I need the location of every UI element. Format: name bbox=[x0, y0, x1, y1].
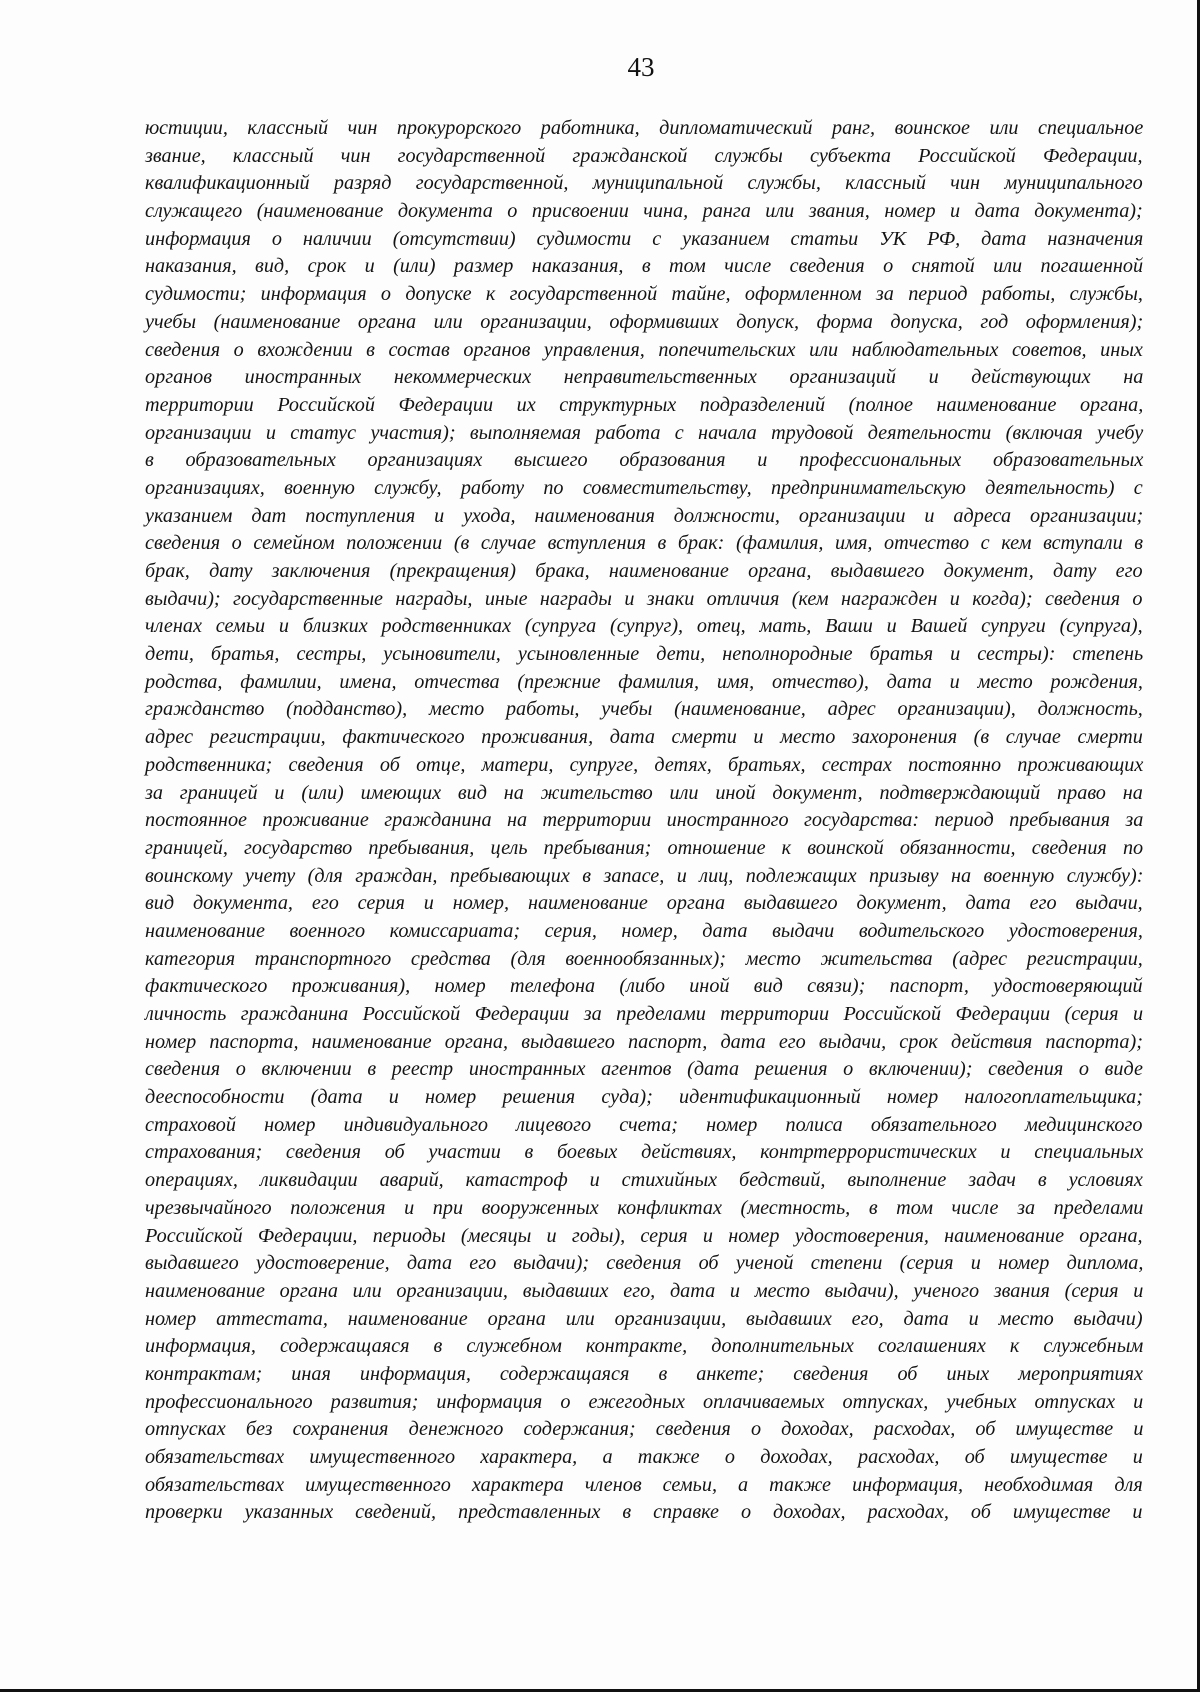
body-text bbox=[145, 115, 1143, 1527]
text-line: информация, содержащаяся в служебном контракте, дополнительных соглашениях к служебным bbox=[145, 1335, 1144, 1358]
text-line: родственника; сведения об отце, матери, супруге, детях, братьях, сестрах постоянно проживающих bbox=[145, 753, 1144, 776]
text-line: контрактам; иная информация, содержащаяся в анкете; сведения об иных мероприятиях bbox=[145, 1362, 1143, 1385]
text-line: информация о наличии (отсутствии) судимости с указанием статьи УК РФ, дата назначения bbox=[145, 227, 1144, 250]
text-line: родства, фамилии, имена, отчества (прежние фамилия, имя, отчество), дата и место рождения, bbox=[145, 670, 1143, 693]
text-line: организациях, военную службу, работу по совместительству, предпринимательскую деятельность) с bbox=[145, 476, 1143, 499]
text-line: постоянное проживание гражданина на территории иностранного государства: период пребывания за bbox=[145, 809, 1144, 832]
text-line: операциях, ликвидации аварий, катастроф и стихийных бедствий, выполнение задач в условиях bbox=[145, 1169, 1143, 1192]
text-line: обязательствах имущественного характера, а также о доходах, расходах, об имуществе и bbox=[145, 1446, 1143, 1468]
text-line: категория транспортного средства (для военнообязанных); место жительства (адрес регистрации, bbox=[145, 947, 1143, 970]
text-line: адрес регистрации, фактического проживания, дата смерти и место захоронения (в случае смерти bbox=[145, 726, 1143, 749]
text-line: наказания, вид, срок и (или) размер наказания, в том числе сведения о снятой или погашенной bbox=[145, 255, 1144, 278]
text-line: проверки указанных сведений, представленных в справке о доходах, расходах, об имуществе и bbox=[145, 1501, 1143, 1524]
text-line: учебы (наименование органа или организации, оформивших допуск, форма допуска, год оформления); bbox=[145, 310, 1144, 333]
text-line: гражданство (подданство), место работы, учебы (наименование, адрес организации), должность, bbox=[145, 698, 1143, 721]
text-line: сведения о семейном положении (в случае вступления в брак: (фамилия, имя, отчество с кем вступали в bbox=[145, 532, 1144, 555]
text-line: брак, дату заключения (прекращения) брака, наименование органа, выдавшего документ, дату его bbox=[145, 560, 1143, 582]
text-line: личность гражданина Российской Федерации за пределами территории Российской Федерации (серия и bbox=[145, 1003, 1144, 1025]
text-line: звание, классный чин государственной гражданской службы субъекта Российской Федерации, bbox=[145, 144, 1143, 167]
text-line: Российской Федерации, периоды (месяцы и годы), серия и номер удостоверения, наименование органа, bbox=[145, 1224, 1143, 1247]
text-line: наименование военного комиссариата; серия, номер, дата выдачи водительского удостоверения, bbox=[145, 919, 1143, 942]
text-line: выдачи); государственные награды, иные награды и знаки отличия (кем награжден и когда); сведения о bbox=[145, 587, 1143, 610]
text-line: границей, государство пребывания, цель пребывания; отношение к воинской обязанности, сведения по bbox=[145, 836, 1144, 859]
text-line: профессионального развития; информация о ежегодных оплачиваемых отпусках, учебных отпусках и bbox=[145, 1390, 1144, 1413]
text-line: судимости; информация о допуске к государственной тайне, оформленном за период работы, службы, bbox=[145, 283, 1143, 306]
text-line: страховой номер индивидуального лицевого счета; номер полиса обязательного медицинского bbox=[145, 1113, 1143, 1136]
text-line: номер паспорта, наименование органа, выдавшего паспорт, дата его выдачи, срок действия паспорта); bbox=[145, 1030, 1143, 1053]
text-line: воинскому учету (для граждан, пребывающих в запасе, и лиц, подлежащих призыву на военную службу): bbox=[145, 864, 1144, 887]
text-line: за границей и (или) имеющих вид на жительство или иной документ, подтверждающий право на bbox=[145, 781, 1143, 804]
text-line: номер аттестата, наименование органа или организации, выдавших его, дата и место выдачи) bbox=[145, 1307, 1143, 1330]
text-line: органов иностранных некоммерческих неправительственных организаций и действующих на bbox=[145, 366, 1144, 389]
text-line: квалификационный разряд государственной, муниципальной службы, классный чин муниципального bbox=[145, 172, 1143, 195]
text-line: территории Российской Федерации их структурных подразделений (полное наименование органа, bbox=[145, 393, 1144, 416]
page-number: 43 bbox=[627, 52, 655, 82]
text-line: служащего (наименование документа о присвоении чина, ранга или звания, номер и дата документа); bbox=[145, 200, 1143, 223]
text-line: страхования; сведения об участии в боевых действиях, контртеррористических и специальных bbox=[145, 1141, 1144, 1164]
text-line: вид документа, его серия и номер, наименование органа выдавшего документ, дата его выдачи, bbox=[145, 892, 1143, 915]
text-line: дети, братья, сестры, усыновители, усыновленные дети, неполнородные братья и сестры): степень bbox=[145, 643, 1144, 666]
text-line: дееспособности (дата и номер решения суда); идентификационный номер налогоплательщика; bbox=[145, 1086, 1143, 1109]
text-line: в образовательных организациях высшего образования и профессиональных образовательных bbox=[145, 449, 1144, 472]
text-line: сведения о вхождении в состав органов управления, попечительских или наблюдательных советов, иных bbox=[145, 338, 1143, 361]
text-line: указанием дат поступления и ухода, наименования должности, организации и адреса организации; bbox=[145, 504, 1144, 527]
text-line: членах семьи и близких родственниках (супруга (супруг), отец, мать, Ваши и Вашей супруги (супруга), bbox=[145, 615, 1143, 638]
text-line: фактического проживания), номер телефона (либо иной вид связи); паспорт, удостоверяющий bbox=[145, 975, 1143, 998]
text-line: юстиции, классный чин прокурорского работника, дипломатический ранг, воинское или специальное bbox=[145, 117, 1144, 139]
text-line: организации и статус участия); выполняемая работа с начала трудовой деятельности (включая учебу bbox=[145, 421, 1144, 444]
text-line: чрезвычайного положения и при вооруженных конфликтах (местность, в том числе за пределами bbox=[145, 1196, 1144, 1219]
text-line: выдавшего удостоверение, дата его выдачи); сведения об ученой степени (серия и номер диплома, bbox=[145, 1252, 1144, 1275]
text-line: наименование органа или организации, выдавших его, дата и место выдачи), ученого звания (серия и bbox=[145, 1279, 1144, 1302]
text-line: отпусках без сохранения денежного содержания; сведения о доходах, расходах, об имуществе и bbox=[145, 1418, 1144, 1441]
text-line: сведения о включении в реестр иностранных агентов (дата решения о включении); сведения о виде bbox=[145, 1058, 1143, 1081]
text-line: обязательствах имущественного характера членов семьи, а также информация, необходимая для bbox=[145, 1473, 1143, 1496]
